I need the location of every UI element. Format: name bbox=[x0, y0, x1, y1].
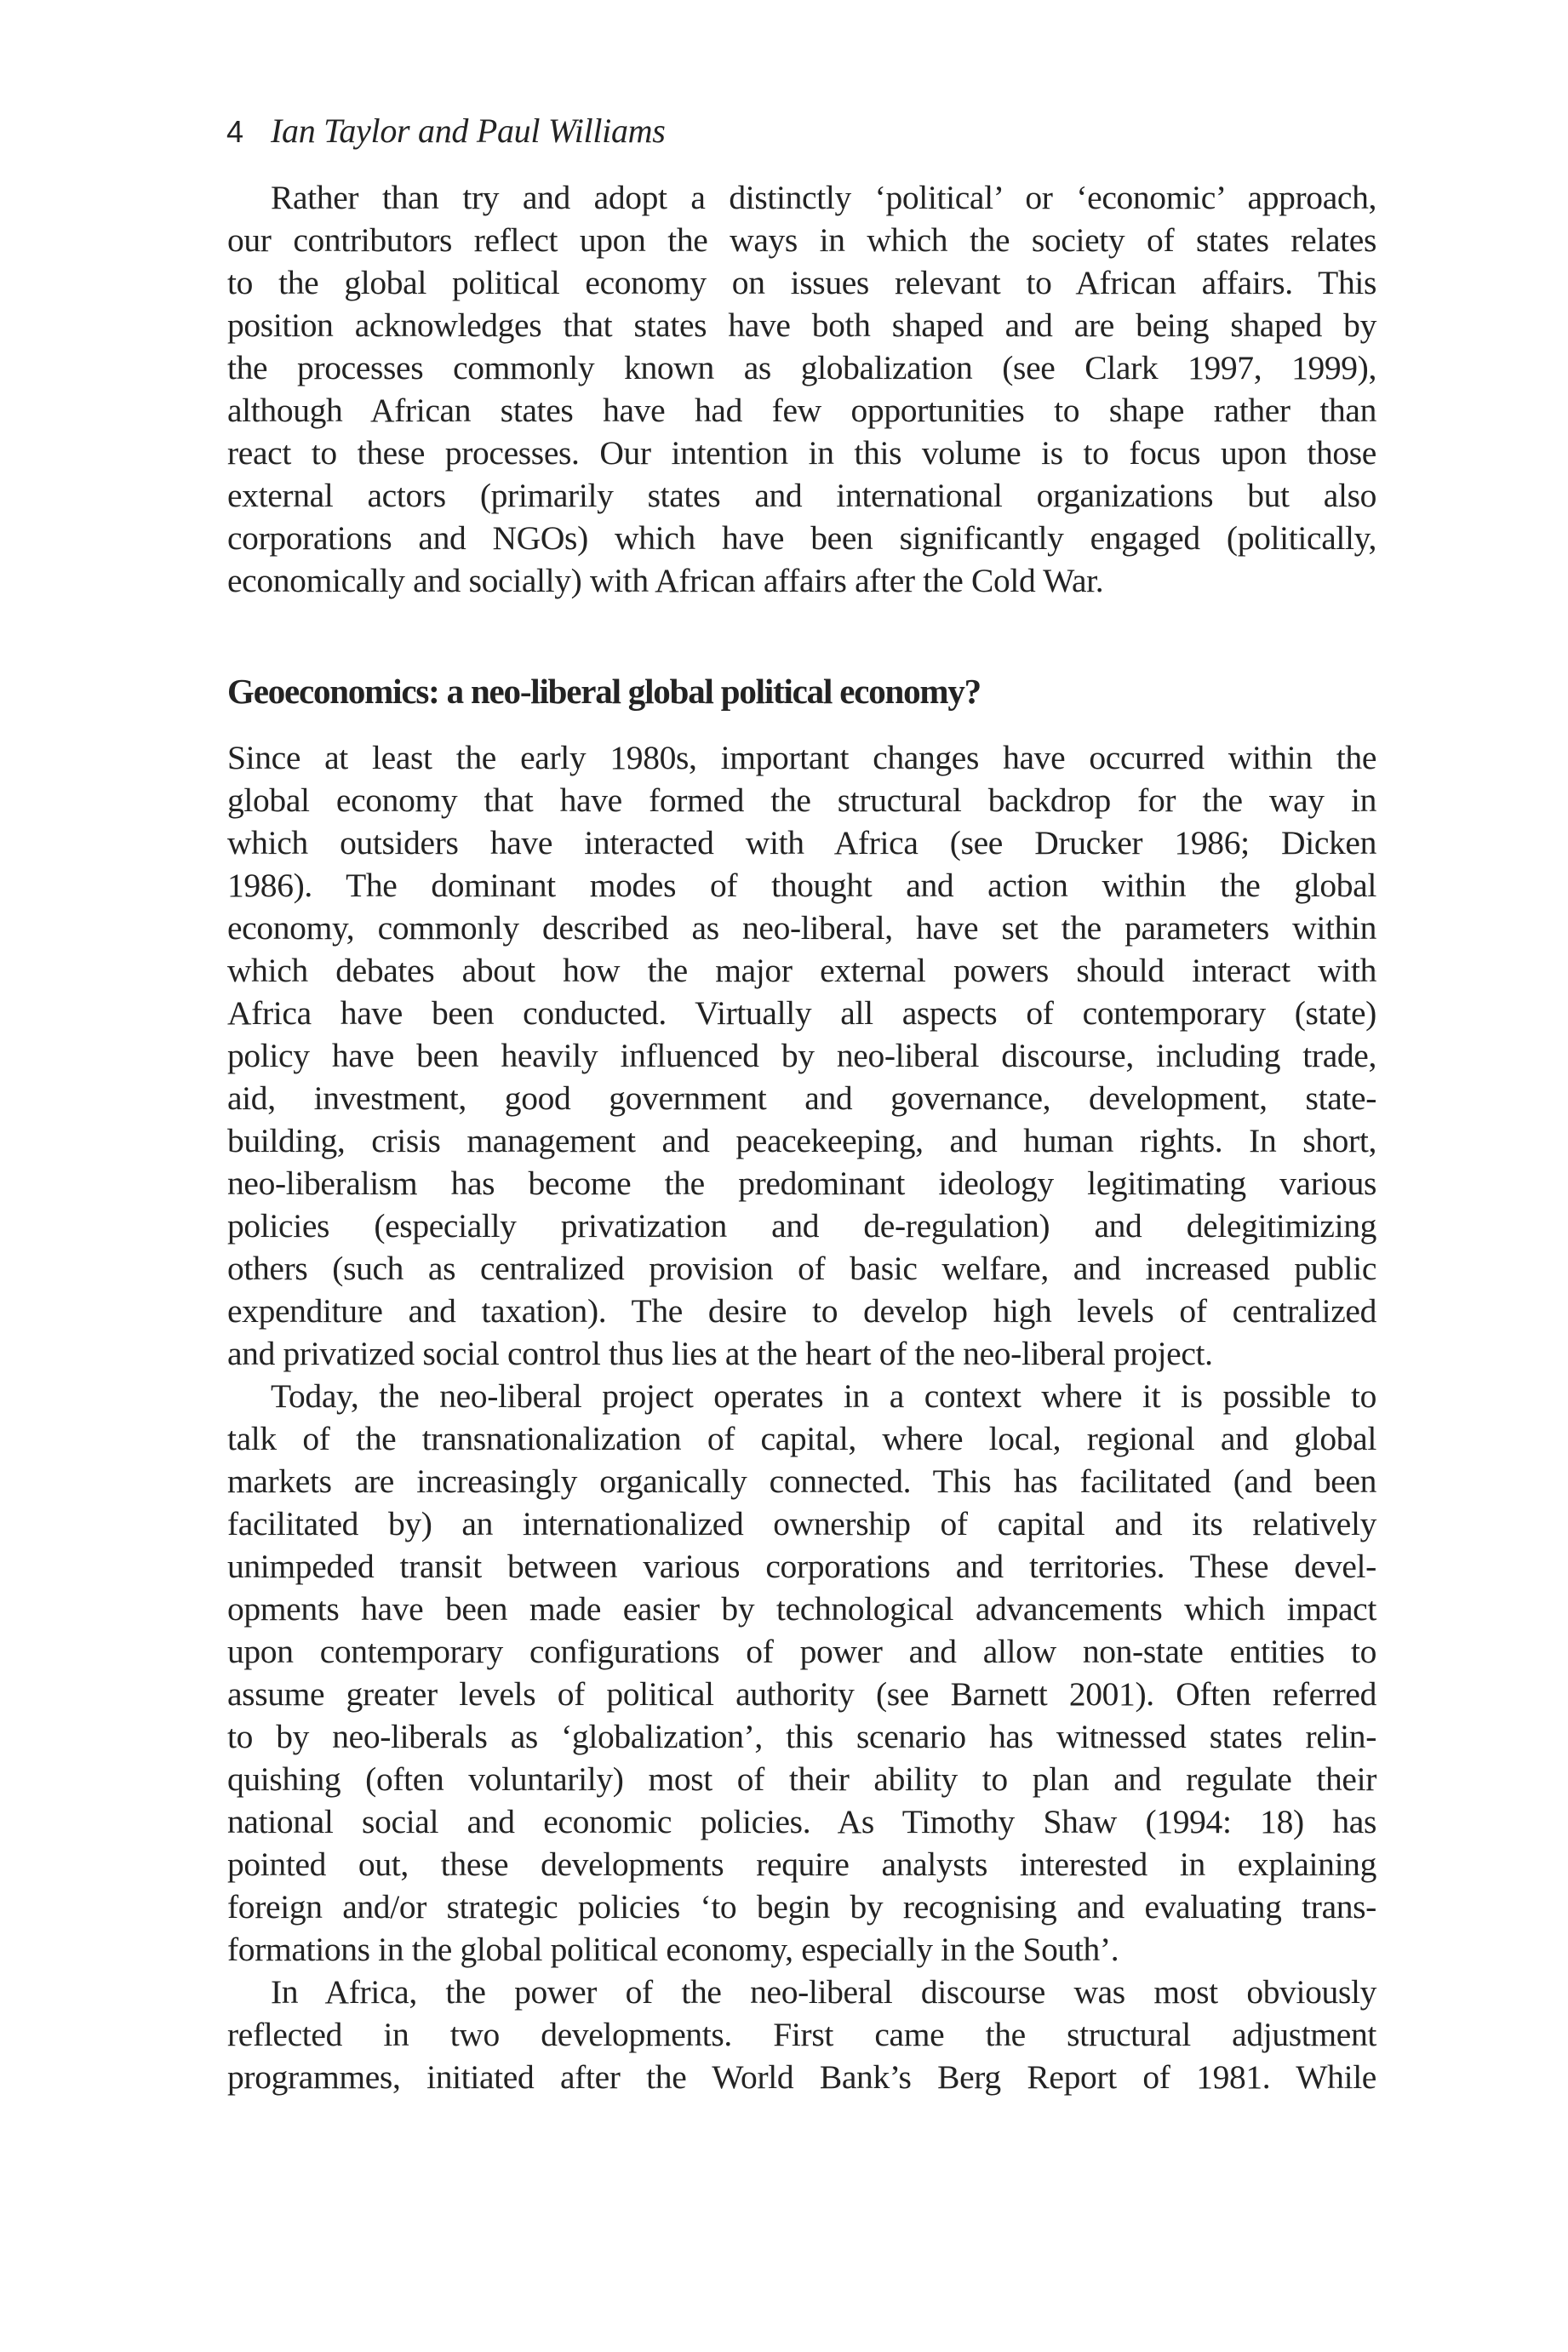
text-line: others (such as centralized provision of basic welfare, and increased public bbox=[227, 1250, 1376, 1287]
text-line: pointed out, these developments require analysts interested in explaining bbox=[227, 1846, 1376, 1883]
text-line: which outsiders have interacted with Africa (see Drucker 1986; Dicken bbox=[227, 824, 1376, 861]
text-line: In Africa, the power of the neo-liberal discourse was most obviously bbox=[271, 1973, 1376, 2011]
text-line: policy have been heavily influenced by neo-liberal discourse, including trade, bbox=[227, 1037, 1376, 1074]
text-line: building, crisis management and peacekeeping, and human rights. In short, bbox=[227, 1122, 1376, 1159]
running-title: Ian Taylor and Paul Williams bbox=[271, 112, 666, 150]
text-line: expenditure and taxation). The desire to develop high levels of centralized bbox=[227, 1292, 1376, 1330]
text-line: economically and socially) with African affairs after the Cold War. bbox=[227, 562, 1104, 599]
text-line: upon contemporary configurations of power and allow non-state entities to bbox=[227, 1633, 1376, 1670]
text-line: the processes commonly known as globalization (see Clark 1997, 1999), bbox=[227, 349, 1376, 386]
text-line: external actors (primarily states and international organizations but also bbox=[227, 477, 1376, 514]
text-line: unimpeded transit between various corporations and territories. These devel- bbox=[227, 1548, 1376, 1585]
text-line: corporations and NGOs) which have been significantly engaged (politically, bbox=[227, 519, 1376, 557]
text-line: although African states have had few opportunities to shape rather than bbox=[227, 392, 1376, 429]
text-line: aid, investment, good government and governance, development, state- bbox=[227, 1079, 1376, 1117]
text-line: Today, the neo-liberal project operates in a context where it is possible to bbox=[271, 1377, 1376, 1415]
intro-text bbox=[227, 176, 1376, 602]
text-line: quishing (often voluntarily) most of their ability to plan and regulate their bbox=[227, 1760, 1376, 1798]
text-line: Africa have been conducted. Virtually all aspects of contemporary (state) bbox=[227, 994, 1376, 1032]
text-line: talk of the transnationalization of capital, where local, regional and global bbox=[227, 1420, 1376, 1457]
paragraph bbox=[227, 176, 1376, 602]
text-line: react to these processes. Our intention in this volume is to focus upon those bbox=[227, 434, 1376, 472]
text-line: our contributors reflect upon the ways in which the society of states relates bbox=[227, 221, 1376, 259]
paragraph bbox=[227, 1375, 1376, 1971]
text-line: facilitated by) an internationalized ownership of capital and its relatively bbox=[227, 1505, 1376, 1542]
page-number: 4 bbox=[226, 114, 244, 149]
text-line: global economy that have formed the structural backdrop for the way in bbox=[227, 781, 1376, 819]
paragraph bbox=[227, 736, 1376, 1375]
section-body-text bbox=[227, 736, 1376, 2098]
text-line: assume greater levels of political authority (see Barnett 2001). Often referred bbox=[227, 1675, 1376, 1713]
running-head bbox=[226, 112, 666, 150]
text-line: and privatized social control thus lies at the heart of the neo-liberal project. bbox=[227, 1335, 1213, 1372]
text-line: 1986). The dominant modes of thought and action within the global bbox=[227, 867, 1376, 904]
text-line: reflected in two developments. First came the structural adjustment bbox=[227, 2016, 1376, 2053]
section-heading: Geoeconomics: a neo-liberal global political economy? bbox=[227, 672, 981, 711]
text-line: opments have been made easier by technological advancements which impact bbox=[227, 1590, 1376, 1628]
text-line: position acknowledges that states have both shaped and are being shaped by bbox=[227, 306, 1376, 344]
text-line: foreign and/or strategic policies ‘to begin by recognising and evaluating trans- bbox=[227, 1888, 1376, 1926]
text-line: programmes, initiated after the World Bank’s Berg Report of 1981. While bbox=[227, 2058, 1376, 2096]
paragraph bbox=[227, 1971, 1376, 2098]
text-line: markets are increasingly organically connected. This has facilitated (and been bbox=[227, 1462, 1376, 1500]
text-line: national social and economic policies. As Timothy Shaw (1994: 18) has bbox=[227, 1803, 1376, 1840]
text-line: economy, commonly described as neo-liberal, have set the parameters within bbox=[227, 909, 1376, 947]
text-line: formations in the global political economy, especially in the South’. bbox=[227, 1931, 1119, 1968]
text-line: to by neo-liberals as ‘globalization’, this scenario has witnessed states relin- bbox=[227, 1718, 1376, 1755]
text-line: which debates about how the major external powers should interact with bbox=[227, 952, 1376, 989]
text-line: Since at least the early 1980s, important changes have occurred within the bbox=[227, 739, 1376, 776]
text-line: to the global political economy on issues relevant to African affairs. This bbox=[227, 264, 1376, 301]
text-line: neo-liberalism has become the predominant ideology legitimating various bbox=[227, 1165, 1376, 1202]
text-line: Rather than try and adopt a distinctly ‘political’ or ‘economic’ approach, bbox=[271, 179, 1376, 216]
text-line: policies (especially privatization and de-regulation) and delegitimizing bbox=[227, 1207, 1376, 1245]
